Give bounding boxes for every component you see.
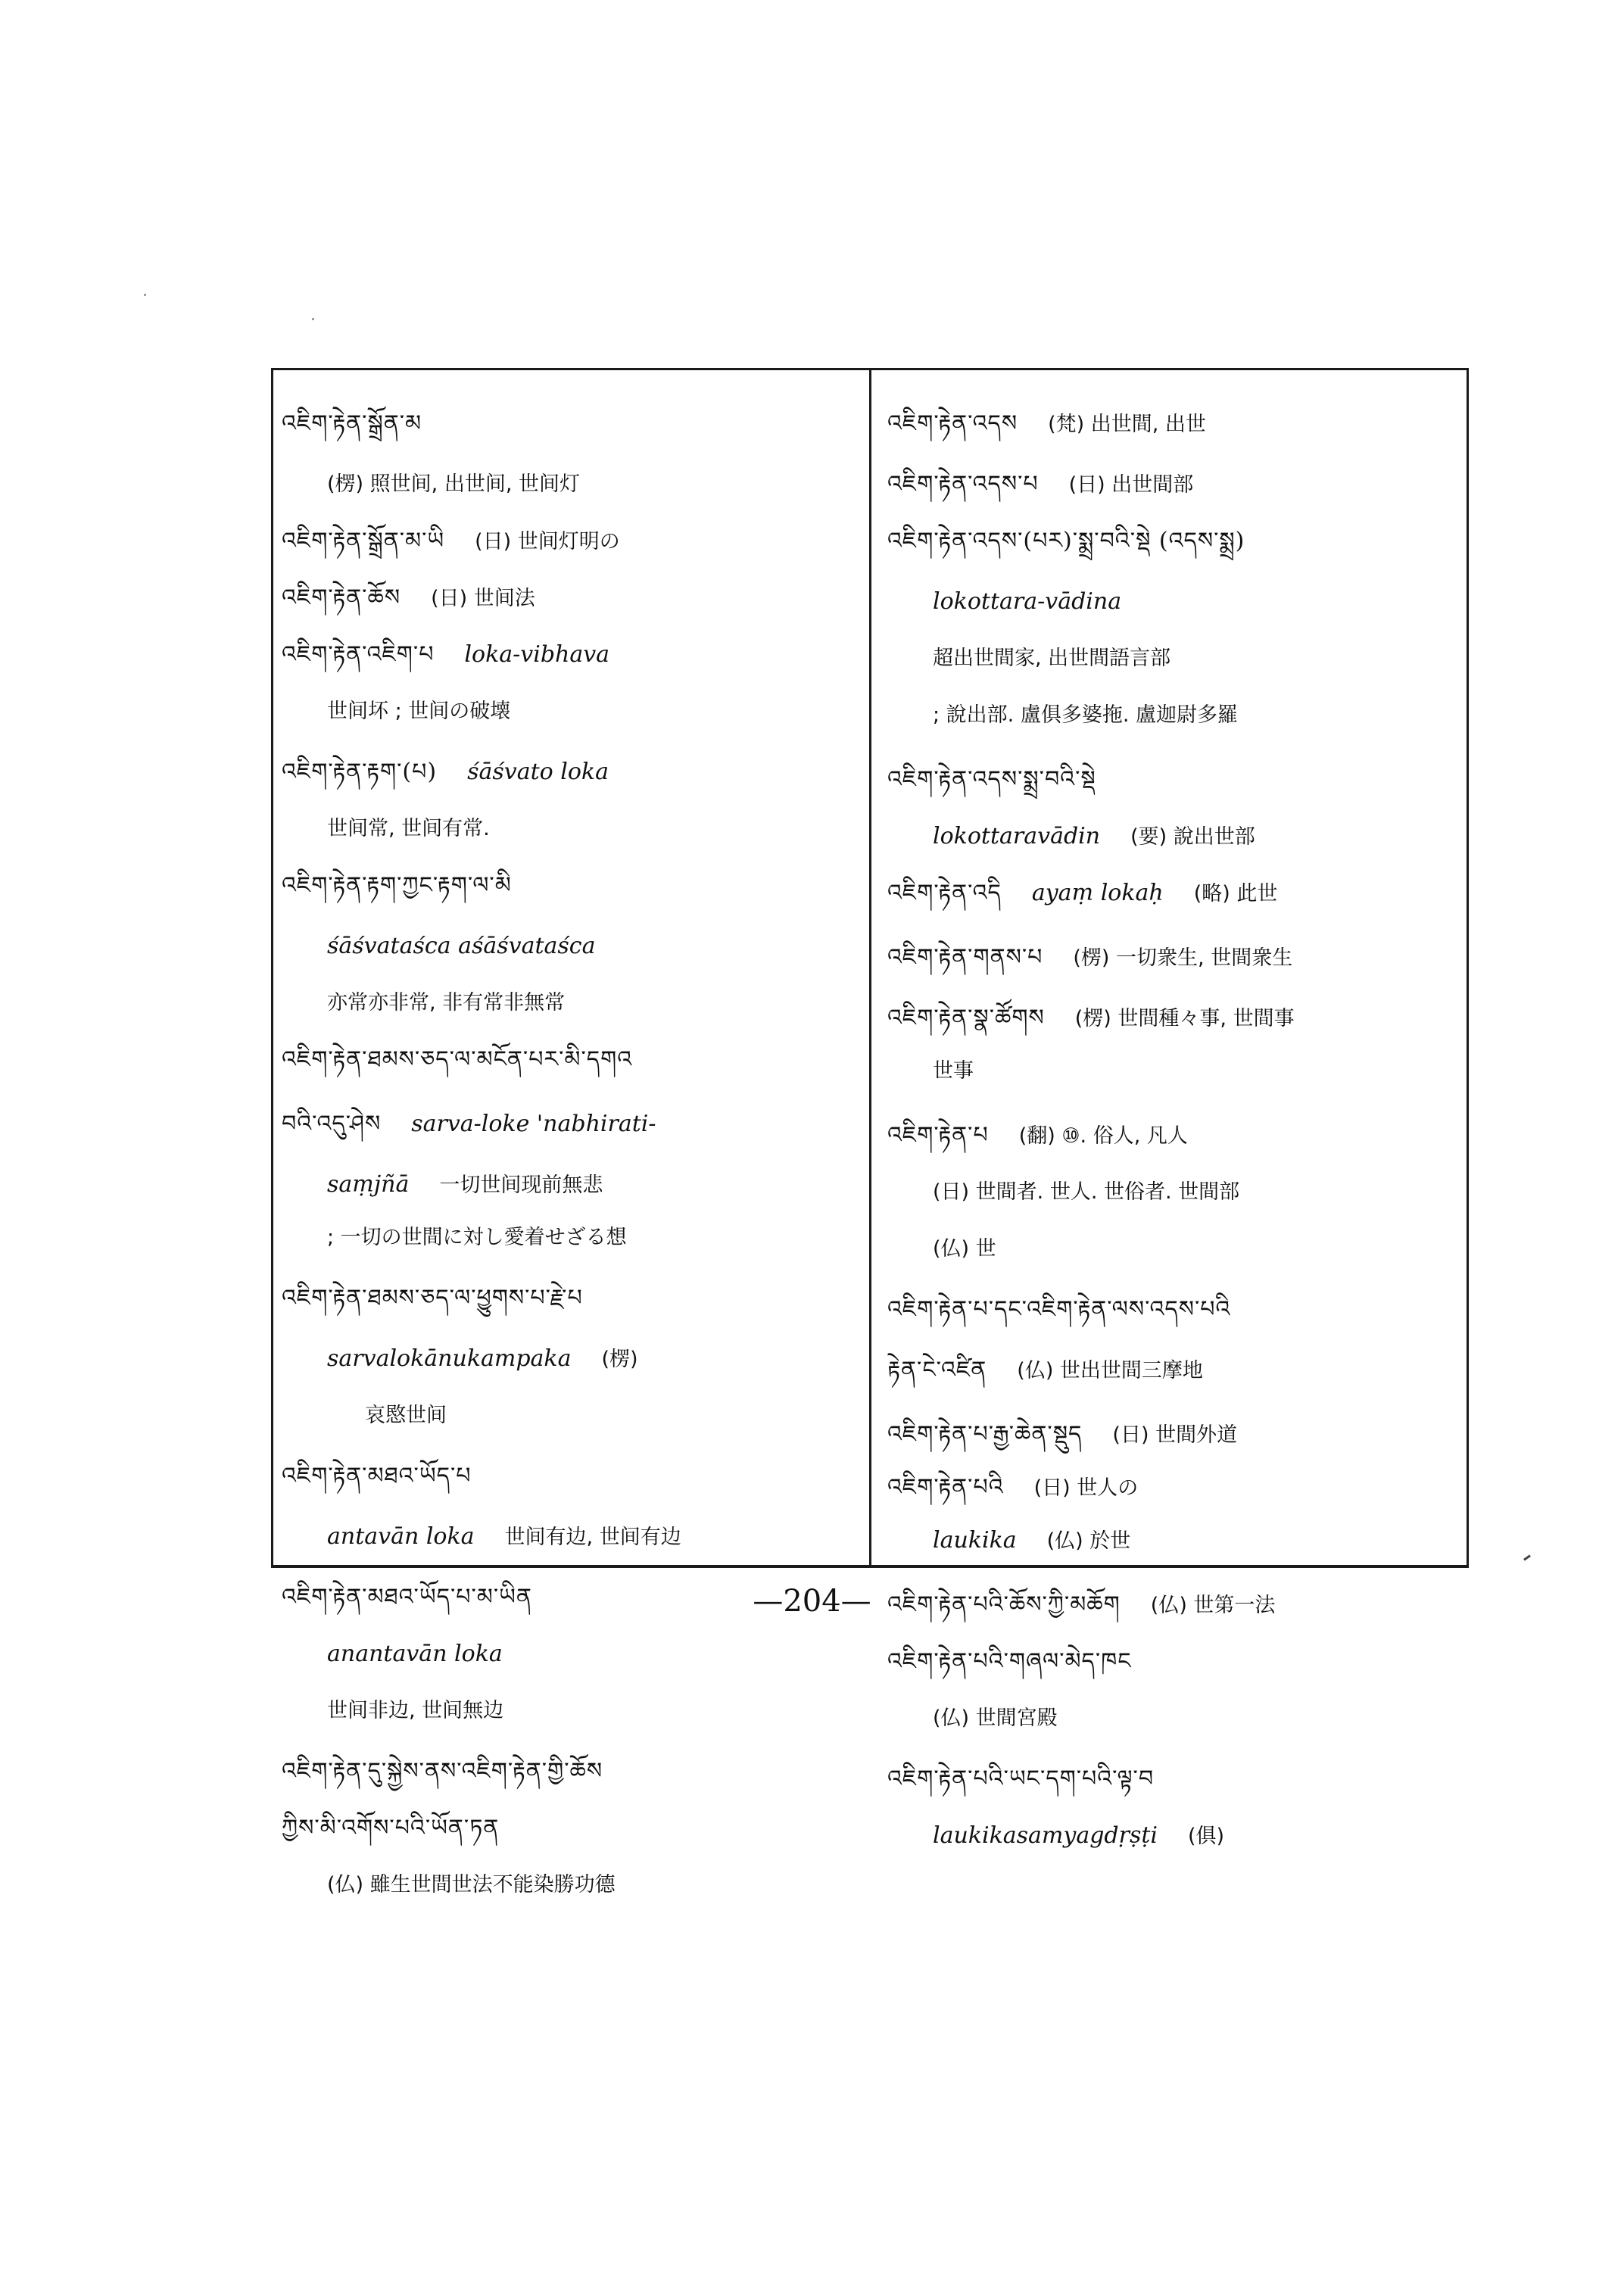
tibetan-term: འཇིག་རྟེན་པ	[887, 1122, 989, 1149]
gloss-text: (日) 世间法	[431, 587, 535, 610]
tibetan-term: འཇིག་རྟེན་པ་རྒྱ་ཆེན་སྡུད	[887, 1421, 1083, 1448]
gloss-text: (要) 說出世部	[1130, 825, 1255, 849]
sanskrit-term: śāśvato loka	[467, 759, 609, 785]
dictionary-entry	[933, 1177, 1239, 1208]
sanskrit-term: ayaṃ lokaḥ	[1031, 880, 1164, 906]
dictionary-entry	[887, 765, 1096, 796]
gloss-text: (楞)	[601, 1348, 638, 1371]
dictionary-entry	[887, 1764, 1154, 1795]
dictionary-entry	[327, 469, 580, 500]
sanskrit-term: sarva-loke 'nabhirati-	[411, 1111, 656, 1137]
dictionary-entry	[282, 1283, 583, 1314]
sanskrit-term: lokottara-vādina	[933, 588, 1122, 615]
tibetan-term: འཇིག་རྟེན་འདས་སྨྲ་བའི་སྡེ	[887, 766, 1096, 793]
dictionary-entry	[887, 1355, 1203, 1386]
tibetan-term: འཇིག་རྟེན་པ་དང་འཇིག་རྟེན་ལས་འདས་པའི	[887, 1296, 1231, 1323]
scan-speck	[312, 318, 314, 320]
gloss-text: 世间非边, 世间無边	[327, 1699, 504, 1722]
page-number: —204—	[753, 1584, 871, 1619]
dictionary-entry	[933, 1056, 974, 1086]
sanskrit-term: laukikasamyagdṛṣṭi	[933, 1822, 1158, 1849]
sanskrit-term: śāśvataśca aśāśvataśca	[327, 933, 596, 959]
gloss-text: 亦常亦非常, 非有常非無常	[327, 991, 566, 1015]
gloss-text: (仏) 於世	[1046, 1529, 1131, 1553]
tibetan-term: འཇིག་རྟེན་སྒྲོན་མ་ཡི	[282, 528, 445, 554]
gloss-text: (仏) 世間宮殿	[933, 1706, 1058, 1730]
gloss-text: ; 一切の世間に対し愛着せざる想	[327, 1226, 627, 1249]
dictionary-entry	[282, 1756, 603, 1788]
tibetan-term: འཇིག་རྟེན་པའི་གཞལ་མེད་ཁང	[887, 1648, 1132, 1675]
dictionary-entry	[327, 814, 490, 844]
dictionary-entry	[327, 988, 565, 1018]
tibetan-term: འཇིག་རྟེན་འདས་(པར)་སྨྲ་བའི་སྡེ (འདས་སྨྲ)	[887, 528, 1245, 554]
gloss-text: ; 說出部. 盧俱多婆拖. 盧迦尉多羅	[933, 703, 1239, 727]
tibetan-term: འཇིག་རྟེན་ཆོས	[282, 584, 401, 611]
tibetan-term: བའི་འདུ་ཤེས	[282, 1111, 382, 1137]
tibetan-term: འཇིག་རྟེན་རྟག་(པ)	[282, 759, 438, 785]
gloss-text: 一切世间现前無悲	[439, 1173, 603, 1197]
gloss-text: (梵) 出世間, 出世	[1048, 413, 1206, 436]
gloss-text: (楞) 一切衆生, 世間衆生	[1073, 946, 1293, 970]
dictionary-entry	[282, 526, 620, 557]
gloss-text: (仏) 雖生世間世法不能染勝功德	[327, 1873, 616, 1897]
dictionary-entry	[365, 1401, 447, 1431]
sanskrit-term: sarvalokānukampaka	[327, 1345, 572, 1372]
dictionary-entry	[887, 943, 1292, 974]
dictionary-entry	[327, 1696, 503, 1726]
tibetan-term: འཇིག་རྟེན་འཇིག་པ	[282, 641, 435, 668]
dictionary-entry	[282, 640, 609, 671]
dictionary-entry	[327, 1639, 503, 1670]
tibetan-term: འཇིག་རྟེན་པའི་ཡང་དག་པའི་ལྟ་བ	[887, 1766, 1155, 1792]
tibetan-term: འཇིག་རྟེན་སྒྲོན་མ	[282, 410, 422, 437]
dictionary-entry	[327, 697, 510, 727]
dictionary-entry	[933, 1703, 1058, 1734]
sanskrit-term: anantavān loka	[327, 1641, 503, 1667]
dictionary-entry	[327, 1344, 638, 1375]
tibetan-term: འཇིག་རྟེན་སྣ་ཚོགས	[887, 1005, 1045, 1031]
dictionary-entry	[282, 1045, 632, 1076]
dictionary-entry	[327, 1870, 616, 1900]
dictionary-entry	[933, 1821, 1224, 1852]
dictionary-entry	[282, 1461, 472, 1492]
dictionary-entry	[887, 409, 1206, 440]
gloss-text: (日) 世間外道	[1112, 1423, 1238, 1447]
dictionary-entry	[933, 1526, 1130, 1557]
gloss-text: 哀愍世间	[365, 1404, 447, 1427]
gloss-text: (日) 世间灯明の	[475, 530, 620, 553]
dictionary-entry	[887, 1121, 1188, 1152]
tibetan-term: འཇིག་རྟེན་ཐམས་ཅད་ལ་མངོན་པར་མི་དགའ	[282, 1046, 633, 1073]
gloss-text: 世事	[933, 1059, 974, 1083]
dictionary-entry	[282, 1813, 499, 1844]
dictionary-entry	[327, 931, 596, 962]
dictionary-entry	[282, 1109, 656, 1140]
sanskrit-term: loka-vibhava	[464, 641, 610, 668]
dictionary-entry	[933, 644, 1170, 674]
dictionary-entry	[933, 587, 1121, 618]
tibetan-term: རྟེན་ངེ་འཛིན	[887, 1357, 987, 1383]
dictionary-entry	[282, 583, 535, 614]
gloss-text: (翻) ⑩. 俗人, 凡人	[1018, 1124, 1188, 1148]
gloss-text: (楞) 世間種々事, 世間事	[1074, 1007, 1295, 1030]
gloss-text: (楞) 照世间, 出世间, 世间灯	[327, 472, 580, 496]
dictionary-entry	[887, 1003, 1295, 1034]
tibetan-term: ཀྱིས་མི་འགོས་པའི་ཡོན་ཏན	[282, 1815, 500, 1841]
sanskrit-term: laukika	[933, 1527, 1017, 1554]
dictionary-entry	[887, 1295, 1230, 1326]
gloss-text: (日) 世人の	[1033, 1476, 1139, 1500]
dictionary-entry	[887, 1473, 1138, 1504]
tibetan-term: འཇིག་རྟེན་འདས	[887, 410, 1018, 437]
column-divider	[869, 368, 871, 1568]
tibetan-term: འཇིག་རྟེན་མཐའ་ཡོད་པ	[282, 1463, 472, 1489]
tibetan-term: འཇིག་རྟེན་རྟག་ཀྱང་རྟག་ལ་མི	[282, 872, 512, 899]
tibetan-term: འཇིག་རྟེན་པའི་ཆོས་ཀྱི་མཆོག	[887, 1591, 1121, 1618]
sanskrit-term: antavān loka	[327, 1523, 475, 1550]
dictionary-entry	[327, 1223, 627, 1253]
tibetan-term: འཇིག་རྟེན་པའི	[887, 1474, 1004, 1501]
gloss-text: (日) 世間者. 世人. 世俗者. 世間部	[933, 1180, 1240, 1204]
gloss-text: (略) 此世	[1193, 882, 1278, 905]
gloss-text: 世间坏 ; 世间の破壊	[327, 700, 511, 723]
tibetan-term: འཇིག་རྟེན་འདི	[887, 880, 1002, 906]
tibetan-term: འཇིག་རྟེན་དུ་སྐྱེས་ནས་འཇིག་རྟེན་གྱི་ཆོས	[282, 1758, 603, 1784]
dictionary-entry	[887, 526, 1245, 557]
dictionary-entry	[887, 469, 1193, 500]
gloss-text: (仏) 世	[933, 1237, 996, 1261]
dictionary-entry	[933, 821, 1255, 852]
tibetan-term: འཇིག་རྟེན་འདས་པ	[887, 471, 1039, 497]
gloss-text: 世间常, 世间有常.	[327, 817, 490, 840]
gloss-text: (俱)	[1188, 1825, 1225, 1848]
dictionary-entry	[282, 409, 422, 440]
dictionary-entry	[282, 871, 512, 902]
dictionary-entry	[282, 757, 609, 788]
dictionary-entry	[327, 1522, 681, 1553]
gloss-text: 超出世間家, 出世間語言部	[933, 647, 1171, 670]
stray-mark	[1523, 1554, 1531, 1560]
gloss-text: (仏) 世第一法	[1150, 1594, 1276, 1617]
scan-speck	[144, 294, 146, 296]
tibetan-term: འཇིག་རྟེན་གནས་པ	[887, 944, 1043, 971]
dictionary-entry	[887, 1420, 1237, 1451]
gloss-text: (日) 出世間部	[1068, 473, 1194, 497]
tibetan-term: འཇིག་རྟེན་མཐའ་ཡོད་པ་མ་ཡིན	[282, 1584, 532, 1610]
sanskrit-term: saṃjñā	[327, 1171, 410, 1198]
dictionary-entry	[933, 700, 1238, 731]
gloss-text: 世间有边, 世间有边	[504, 1526, 681, 1549]
sanskrit-term: lokottaravādin	[933, 823, 1101, 849]
dictionary-entry	[933, 1234, 996, 1264]
gloss-text: (仏) 世出世間三摩地	[1017, 1359, 1203, 1382]
dictionary-entry	[887, 1647, 1132, 1678]
tibetan-term: འཇིག་རྟེན་ཐམས་ཅད་ལ་ཕྱུགས་པ་རྗེ་པ	[282, 1285, 583, 1311]
dictionary-entry	[327, 1170, 603, 1201]
dictionary-entry	[887, 878, 1277, 909]
